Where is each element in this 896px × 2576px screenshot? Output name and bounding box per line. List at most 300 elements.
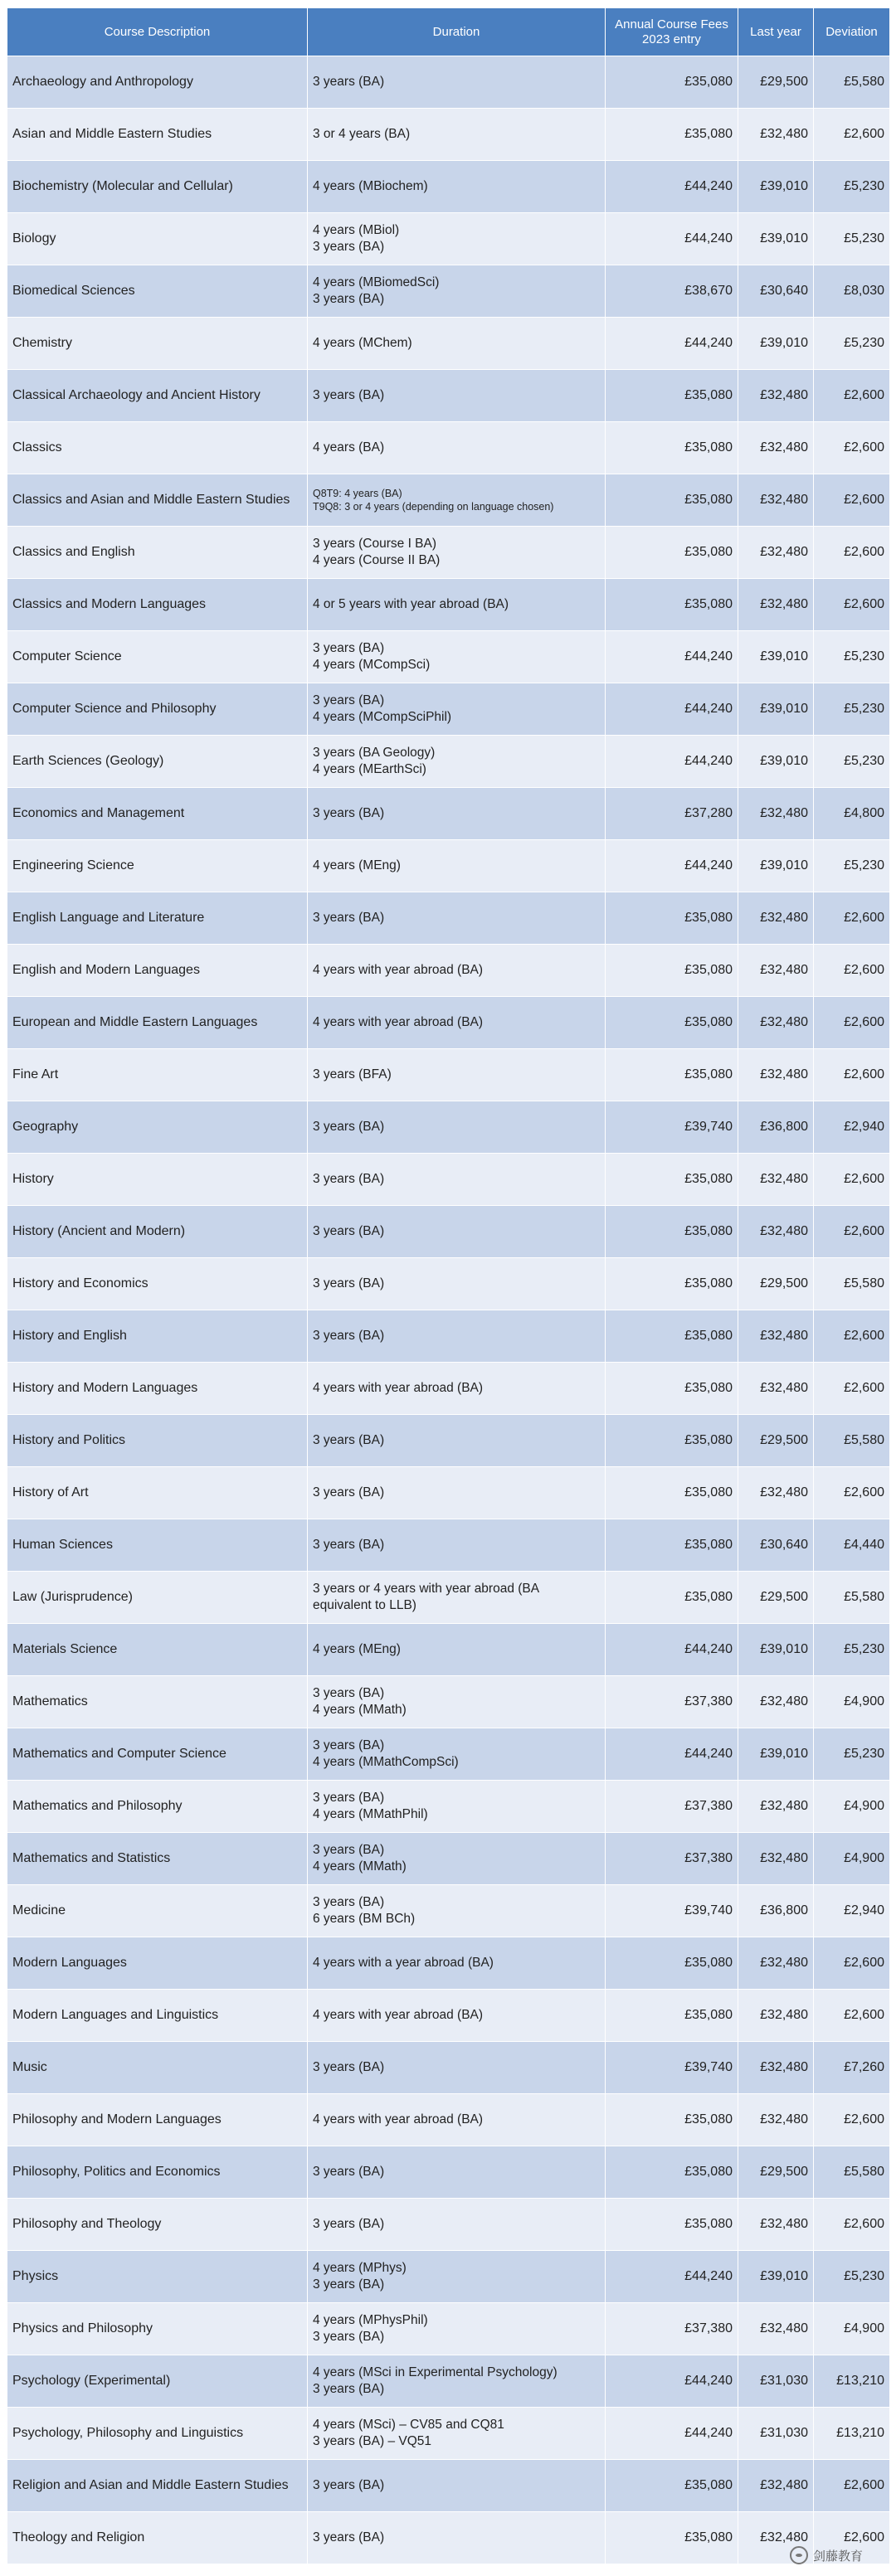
last-year-cell: £32,480 <box>738 1937 814 1990</box>
duration-line: 4 years with year abroad (BA) <box>313 1014 484 1029</box>
annual-fee-cell: £35,080 <box>606 474 738 527</box>
annual-fee-cell: £35,080 <box>606 1519 738 1572</box>
annual-fee-cell: £39,740 <box>606 1101 738 1154</box>
annual-fee-cell: £37,280 <box>606 788 738 840</box>
duration-cell <box>308 579 606 631</box>
duration-line: 3 years (BA) <box>313 640 385 655</box>
table-row <box>7 892 890 945</box>
duration-cell <box>308 318 606 370</box>
duration-cell <box>308 161 606 213</box>
course-description-cell: Biology <box>7 213 308 265</box>
deviation-cell: £4,800 <box>814 788 890 840</box>
last-year-cell: £39,010 <box>738 736 814 788</box>
duration-cell <box>308 2460 606 2512</box>
course-description-cell: Religion and Asian and Middle Eastern Studies <box>7 2460 308 2512</box>
annual-fee-cell: £35,080 <box>606 1310 738 1363</box>
last-year-cell: £32,480 <box>738 1676 814 1728</box>
table-row <box>7 1728 890 1781</box>
header-deviation: Deviation <box>814 8 890 56</box>
table-row <box>7 1885 890 1937</box>
course-description-cell: Physics and Philosophy <box>7 2303 308 2355</box>
deviation-cell: £2,600 <box>814 892 890 945</box>
duration-cell <box>308 422 606 474</box>
duration-cell <box>308 1154 606 1206</box>
course-description-cell: Earth Sciences (Geology) <box>7 736 308 788</box>
table-row <box>7 2512 890 2564</box>
annual-fee-cell: £37,380 <box>606 1833 738 1885</box>
course-description-cell: European and Middle Eastern Languages <box>7 997 308 1049</box>
annual-fee-cell: £35,080 <box>606 892 738 945</box>
course-description-cell: Classics and Modern Languages <box>7 579 308 631</box>
course-description-cell: Psychology (Experimental) <box>7 2355 308 2408</box>
last-year-cell: £32,480 <box>738 109 814 161</box>
duration-line: T9Q8: 3 or 4 years (depending on language chosen) <box>313 501 554 513</box>
duration-cell <box>308 840 606 892</box>
deviation-cell: £5,230 <box>814 161 890 213</box>
course-description-cell: History and Modern Languages <box>7 1363 308 1415</box>
deviation-cell: £5,230 <box>814 318 890 370</box>
last-year-cell: £29,500 <box>738 56 814 109</box>
duration-cell <box>308 2355 606 2408</box>
duration-cell <box>308 2251 606 2303</box>
duration-line: 3 years (BA) <box>313 1276 385 1290</box>
duration-cell <box>308 109 606 161</box>
duration-cell <box>308 2303 606 2355</box>
deviation-cell: £2,600 <box>814 527 890 579</box>
header-annual-fees: Annual Course Fees 2023 entry <box>606 8 738 56</box>
deviation-cell: £2,600 <box>814 2094 890 2146</box>
last-year-cell: £29,500 <box>738 1572 814 1624</box>
annual-fee-cell: £35,080 <box>606 56 738 109</box>
course-description-cell: Mathematics and Statistics <box>7 1833 308 1885</box>
duration-line: 6 years (BM BCh) <box>313 1912 416 1926</box>
duration-cell <box>308 1781 606 1833</box>
deviation-cell: £5,580 <box>814 1572 890 1624</box>
deviation-cell: £4,900 <box>814 1676 890 1728</box>
table-row <box>7 1101 890 1154</box>
duration-line: 4 years (Course II BA) <box>313 553 441 567</box>
course-description-cell: English Language and Literature <box>7 892 308 945</box>
deviation-cell: £2,940 <box>814 1885 890 1937</box>
last-year-cell: £29,500 <box>738 1258 814 1310</box>
last-year-cell: £39,010 <box>738 840 814 892</box>
duration-line: 3 years (BA) <box>313 387 385 402</box>
last-year-cell: £32,480 <box>738 2199 814 2251</box>
duration-cell <box>308 736 606 788</box>
duration-cell <box>308 474 606 527</box>
last-year-cell: £32,480 <box>738 2042 814 2094</box>
duration-line: 3 years (BA) <box>313 1790 385 1805</box>
duration-cell <box>308 1049 606 1101</box>
duration-line: 4 years (MPhysPhil) <box>313 2312 428 2327</box>
deviation-cell: £2,600 <box>814 422 890 474</box>
duration-line: 3 years (BA) – VQ51 <box>313 2434 432 2448</box>
last-year-cell: £36,800 <box>738 1885 814 1937</box>
table-row <box>7 683 890 736</box>
course-description-cell: Fine Art <box>7 1049 308 1101</box>
annual-fee-cell: £35,080 <box>606 1154 738 1206</box>
table-row <box>7 1258 890 1310</box>
course-description-cell: Modern Languages <box>7 1937 308 1990</box>
table-row <box>7 1781 890 1833</box>
last-year-cell: £30,640 <box>738 265 814 318</box>
annual-fee-cell: £35,080 <box>606 1258 738 1310</box>
table-row <box>7 161 890 213</box>
annual-fee-cell: £37,380 <box>606 1781 738 1833</box>
duration-line: 3 years (BA) <box>313 910 385 925</box>
annual-fee-cell: £44,240 <box>606 2355 738 2408</box>
duration-line: 4 years (BA) <box>313 440 385 454</box>
annual-fee-cell: £35,080 <box>606 527 738 579</box>
course-description-cell: History and Politics <box>7 1415 308 1467</box>
duration-line: 3 years (BA) <box>313 693 385 707</box>
course-description-cell: History and English <box>7 1310 308 1363</box>
duration-cell <box>308 527 606 579</box>
deviation-cell: £5,230 <box>814 736 890 788</box>
duration-cell <box>308 945 606 997</box>
duration-line: 4 years (MMath) <box>313 1859 407 1874</box>
header-course-description: Course Description <box>7 8 308 56</box>
deviation-cell: £5,580 <box>814 2146 890 2199</box>
course-description-cell: Classics <box>7 422 308 474</box>
duration-cell <box>308 56 606 109</box>
duration-cell <box>308 2042 606 2094</box>
table-row <box>7 2355 890 2408</box>
duration-line: 4 years (MBiochem) <box>313 178 428 193</box>
course-description-cell: Theology and Religion <box>7 2512 308 2564</box>
table-row <box>7 2146 890 2199</box>
annual-fee-cell: £37,380 <box>606 2303 738 2355</box>
duration-line: 3 years (BA) <box>313 1119 385 1134</box>
table-row <box>7 579 890 631</box>
last-year-cell: £30,640 <box>738 1519 814 1572</box>
duration-line: 4 years with year abroad (BA) <box>313 2112 484 2126</box>
deviation-cell: £13,210 <box>814 2355 890 2408</box>
course-fees-table <box>7 7 890 2564</box>
duration-line: 3 years (BA) <box>313 1685 385 1700</box>
deviation-cell: £2,940 <box>814 1101 890 1154</box>
last-year-cell: £32,480 <box>738 2303 814 2355</box>
course-description-cell: Mathematics and Philosophy <box>7 1781 308 1833</box>
table-row <box>7 370 890 422</box>
deviation-cell: £5,230 <box>814 1728 890 1781</box>
course-description-cell: Law (Jurisprudence) <box>7 1572 308 1624</box>
table-row <box>7 527 890 579</box>
last-year-cell: £39,010 <box>738 318 814 370</box>
duration-line: 3 years (BA) <box>313 1223 385 1238</box>
annual-fee-cell: £44,240 <box>606 683 738 736</box>
duration-line: 3 or 4 years (BA) <box>313 126 411 141</box>
last-year-cell: £36,800 <box>738 1101 814 1154</box>
annual-fee-cell: £44,240 <box>606 840 738 892</box>
annual-fee-cell: £35,080 <box>606 109 738 161</box>
course-description-cell: Modern Languages and Linguistics <box>7 1990 308 2042</box>
duration-line: 3 years (BA) <box>313 2216 385 2231</box>
deviation-cell: £2,600 <box>814 1990 890 2042</box>
watermark-text: 剑藤教育 <box>812 2549 863 2564</box>
deviation-cell: £5,230 <box>814 2251 890 2303</box>
duration-cell <box>308 1467 606 1519</box>
last-year-cell: £32,480 <box>738 1049 814 1101</box>
duration-line: 4 years (MCompSciPhil) <box>313 710 452 724</box>
course-description-cell: Philosophy and Modern Languages <box>7 2094 308 2146</box>
annual-fee-cell: £37,380 <box>606 1676 738 1728</box>
last-year-cell: £32,480 <box>738 1363 814 1415</box>
course-description-cell: Psychology, Philosophy and Linguistics <box>7 2408 308 2460</box>
last-year-cell: £32,480 <box>738 997 814 1049</box>
last-year-cell: £32,480 <box>738 1781 814 1833</box>
deviation-cell: £13,210 <box>814 2408 890 2460</box>
duration-cell <box>308 1937 606 1990</box>
deviation-cell: £2,600 <box>814 2460 890 2512</box>
table-row <box>7 265 890 318</box>
last-year-cell: £32,480 <box>738 892 814 945</box>
duration-line: 4 or 5 years with year abroad (BA) <box>313 596 509 611</box>
duration-line: 3 years (BA) <box>313 805 385 820</box>
table-row <box>7 1572 890 1624</box>
last-year-cell: £39,010 <box>738 2251 814 2303</box>
last-year-cell: £39,010 <box>738 631 814 683</box>
duration-cell <box>308 997 606 1049</box>
duration-line: 4 years (MPhys) <box>313 2260 407 2275</box>
course-description-cell: Biochemistry (Molecular and Cellular) <box>7 161 308 213</box>
duration-line: 3 years (BA) <box>313 1432 385 1447</box>
table-row <box>7 1937 890 1990</box>
duration-line: 3 years (BA) <box>313 74 385 89</box>
last-year-cell: £32,480 <box>738 1154 814 1206</box>
deviation-cell: £2,600 <box>814 997 890 1049</box>
deviation-cell: £2,600 <box>814 1937 890 1990</box>
duration-cell <box>308 892 606 945</box>
annual-fee-cell: £44,240 <box>606 736 738 788</box>
wechat-icon <box>790 2546 808 2564</box>
table-row <box>7 1154 890 1206</box>
deviation-cell: £5,580 <box>814 1258 890 1310</box>
table-row <box>7 1467 890 1519</box>
header-last-year: Last year <box>738 8 814 56</box>
last-year-cell: £39,010 <box>738 161 814 213</box>
duration-line: 4 years (MBiomedSci) <box>313 275 440 289</box>
table-row <box>7 2408 890 2460</box>
duration-cell <box>308 1833 606 1885</box>
duration-line: 3 years (BA) <box>313 1171 385 1186</box>
last-year-cell: £39,010 <box>738 1624 814 1676</box>
duration-line: 4 years (MMath) <box>313 1703 407 1717</box>
table-row <box>7 318 890 370</box>
duration-cell <box>308 1624 606 1676</box>
table-row <box>7 1310 890 1363</box>
annual-fee-cell: £44,240 <box>606 2408 738 2460</box>
course-description-cell: History <box>7 1154 308 1206</box>
last-year-cell: £32,480 <box>738 422 814 474</box>
duration-cell <box>308 213 606 265</box>
course-description-cell: Computer Science <box>7 631 308 683</box>
course-description-cell: Chemistry <box>7 318 308 370</box>
table-row <box>7 945 890 997</box>
course-description-cell: Materials Science <box>7 1624 308 1676</box>
duration-cell <box>308 2408 606 2460</box>
table-row <box>7 1415 890 1467</box>
duration-line: 4 years with year abroad (BA) <box>313 1380 484 1395</box>
table-row <box>7 109 890 161</box>
duration-cell <box>308 1676 606 1728</box>
duration-cell <box>308 631 606 683</box>
duration-cell <box>308 1572 606 1624</box>
annual-fee-cell: £44,240 <box>606 318 738 370</box>
course-description-cell: Computer Science and Philosophy <box>7 683 308 736</box>
duration-cell <box>308 2146 606 2199</box>
deviation-cell: £5,580 <box>814 56 890 109</box>
table-row <box>7 1990 890 2042</box>
deviation-cell: £5,230 <box>814 1624 890 1676</box>
annual-fee-cell: £35,080 <box>606 2146 738 2199</box>
last-year-cell: £32,480 <box>738 1310 814 1363</box>
course-description-cell: Engineering Science <box>7 840 308 892</box>
last-year-cell: £32,480 <box>738 474 814 527</box>
last-year-cell: £29,500 <box>738 2146 814 2199</box>
duration-line: 3 years (BA) <box>313 2277 385 2292</box>
annual-fee-cell: £44,240 <box>606 161 738 213</box>
table-row <box>7 2042 890 2094</box>
deviation-cell: £2,600 <box>814 109 890 161</box>
deviation-cell: £5,230 <box>814 683 890 736</box>
annual-fee-cell: £35,080 <box>606 2094 738 2146</box>
last-year-cell: £31,030 <box>738 2355 814 2408</box>
duration-line: 3 years (Course I BA) <box>313 536 437 551</box>
duration-cell <box>308 2512 606 2564</box>
course-description-cell: Philosophy and Theology <box>7 2199 308 2251</box>
annual-fee-cell: £35,080 <box>606 422 738 474</box>
duration-cell <box>308 265 606 318</box>
annual-fee-cell: £44,240 <box>606 2251 738 2303</box>
table-body <box>7 56 890 2564</box>
duration-line: 4 years (MEng) <box>313 1641 401 1656</box>
duration-cell <box>308 2094 606 2146</box>
duration-cell <box>308 1363 606 1415</box>
annual-fee-cell: £35,080 <box>606 1049 738 1101</box>
annual-fee-cell: £44,240 <box>606 631 738 683</box>
course-description-cell: Medicine <box>7 1885 308 1937</box>
duration-line: 3 years (BFA) <box>313 1067 392 1081</box>
course-description-cell: English and Modern Languages <box>7 945 308 997</box>
deviation-cell: £2,600 <box>814 1154 890 1206</box>
deviation-cell: £2,600 <box>814 2512 890 2564</box>
course-description-cell: Classics and Asian and Middle Eastern Studies <box>7 474 308 527</box>
last-year-cell: £39,010 <box>738 1728 814 1781</box>
course-description-cell: Physics <box>7 2251 308 2303</box>
last-year-cell: £39,010 <box>738 213 814 265</box>
annual-fee-cell: £38,670 <box>606 265 738 318</box>
duration-cell <box>308 1728 606 1781</box>
deviation-cell: £2,600 <box>814 945 890 997</box>
deviation-cell: £2,600 <box>814 2199 890 2251</box>
course-description-cell: History and Economics <box>7 1258 308 1310</box>
table-row <box>7 997 890 1049</box>
table-row <box>7 2460 890 2512</box>
duration-cell <box>308 788 606 840</box>
table-header <box>7 8 890 56</box>
last-year-cell: £29,500 <box>738 1415 814 1467</box>
header-duration: Duration <box>308 8 606 56</box>
table-row <box>7 422 890 474</box>
last-year-cell: £31,030 <box>738 2408 814 2460</box>
duration-cell <box>308 1415 606 1467</box>
duration-cell <box>308 1258 606 1310</box>
duration-cell <box>308 1206 606 1258</box>
duration-line: 3 years (BA) <box>313 1842 385 1857</box>
duration-line: 3 years (BA) <box>313 2382 385 2396</box>
annual-fee-cell: £35,080 <box>606 1415 738 1467</box>
duration-line: 3 years (BA Geology) <box>313 745 436 760</box>
deviation-cell: £4,900 <box>814 2303 890 2355</box>
last-year-cell: £32,480 <box>738 945 814 997</box>
watermark <box>790 2546 863 2564</box>
duration-cell <box>308 370 606 422</box>
table-row <box>7 1049 890 1101</box>
duration-line: 3 years (BA) <box>313 2330 385 2344</box>
course-description-cell: Philosophy, Politics and Economics <box>7 2146 308 2199</box>
deviation-cell: £2,600 <box>814 1363 890 1415</box>
deviation-cell: £5,230 <box>814 213 890 265</box>
duration-line: 3 years (BA) <box>313 1328 385 1343</box>
annual-fee-cell: £35,080 <box>606 1206 738 1258</box>
deviation-cell: £5,230 <box>814 840 890 892</box>
annual-fee-cell: £35,080 <box>606 2460 738 2512</box>
duration-line: 4 years (MSci) – CV85 and CQ81 <box>313 2417 504 2432</box>
duration-line: 3 years (BA) <box>313 1537 385 1552</box>
last-year-cell: £32,480 <box>738 2094 814 2146</box>
duration-line: Q8T9: 4 years (BA) <box>313 487 402 499</box>
annual-fee-cell: £35,080 <box>606 1990 738 2042</box>
annual-fee-cell: £35,080 <box>606 2199 738 2251</box>
duration-line: 3 years (BA) <box>313 292 385 306</box>
duration-cell <box>308 1990 606 2042</box>
last-year-cell: £32,480 <box>738 1833 814 1885</box>
deviation-cell: £4,440 <box>814 1519 890 1572</box>
duration-line: 4 years (MBiol) <box>313 222 400 237</box>
annual-fee-cell: £35,080 <box>606 579 738 631</box>
course-description-cell: History (Ancient and Modern) <box>7 1206 308 1258</box>
deviation-cell: £2,600 <box>814 1310 890 1363</box>
table-row <box>7 213 890 265</box>
duration-line: 4 years (MSci in Experimental Psychology) <box>313 2365 558 2379</box>
annual-fee-cell: £39,740 <box>606 2042 738 2094</box>
last-year-cell: £39,010 <box>738 683 814 736</box>
duration-cell <box>308 683 606 736</box>
annual-fee-cell: £35,080 <box>606 1937 738 1990</box>
table-row <box>7 1833 890 1885</box>
table-row <box>7 840 890 892</box>
course-description-cell: Mathematics <box>7 1676 308 1728</box>
duration-line: 4 years with a year abroad (BA) <box>313 1955 494 1970</box>
duration-line: 4 years (MMathCompSci) <box>313 1755 459 1769</box>
table-row <box>7 1676 890 1728</box>
annual-fee-cell: £35,080 <box>606 2512 738 2564</box>
deviation-cell: £2,600 <box>814 1206 890 1258</box>
deviation-cell: £5,230 <box>814 631 890 683</box>
duration-line: 4 years (MCompSci) <box>313 658 431 672</box>
last-year-cell: £32,480 <box>738 2512 814 2564</box>
table-row <box>7 1624 890 1676</box>
annual-fee-cell: £35,080 <box>606 997 738 1049</box>
duration-line: 4 years with year abroad (BA) <box>313 962 484 977</box>
table-row <box>7 56 890 109</box>
table-row <box>7 1206 890 1258</box>
annual-fee-cell: £44,240 <box>606 1728 738 1781</box>
duration-cell <box>308 1310 606 1363</box>
deviation-cell: £2,600 <box>814 474 890 527</box>
annual-fee-cell: £35,080 <box>606 370 738 422</box>
